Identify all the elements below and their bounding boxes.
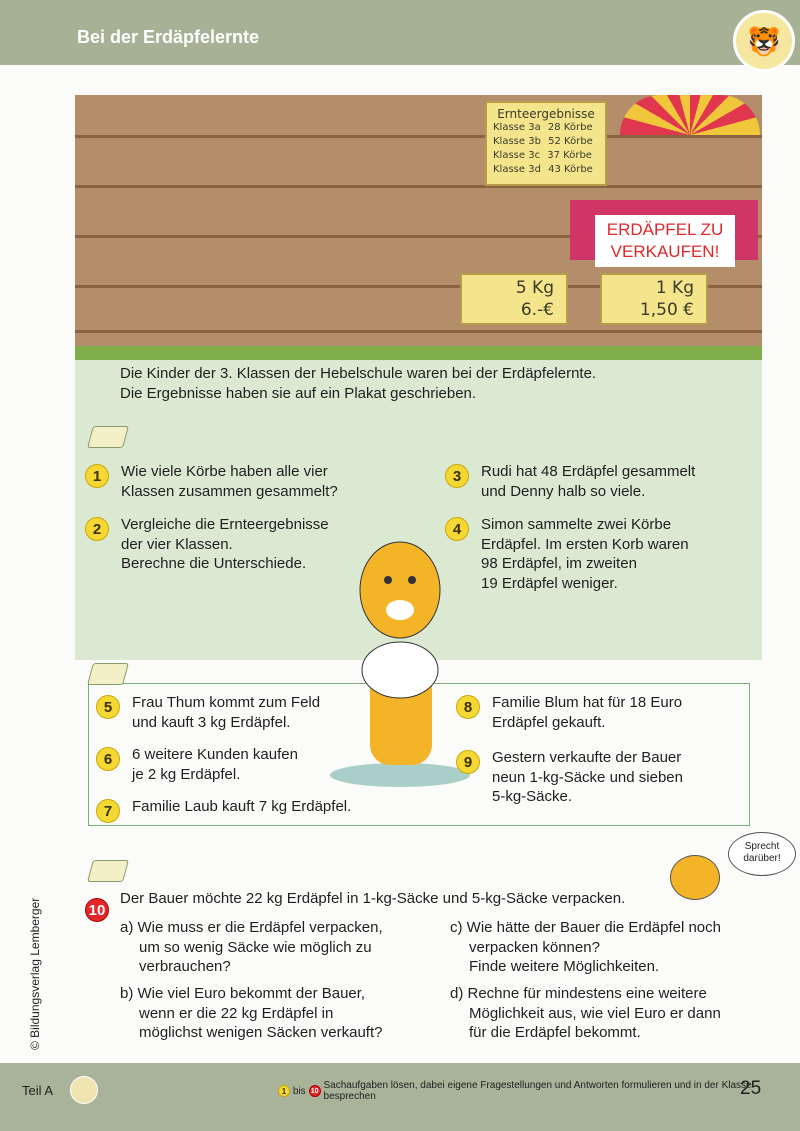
class-value: 37 Körbe xyxy=(547,150,592,161)
task-line: der vier Klassen. xyxy=(121,535,233,553)
footer-note-text: Sachaufgaben lösen, dabei eigene Fragestellungen und Antworten formulieren und in der Klasse besprechen xyxy=(323,1080,752,1102)
sale-sign: ERDÄPFEL ZU VERKAUFEN! xyxy=(595,215,735,267)
intro-line: Die Kinder der 3. Klassen der Hebelschule waren bei der Erdäpfelernte. xyxy=(120,365,597,382)
poster-title: Ernteergebnisse xyxy=(497,107,595,121)
task-text xyxy=(492,748,683,807)
footer-bis: bis xyxy=(292,1085,306,1097)
task-line: Simon sammelte zwei Körbe xyxy=(481,516,672,533)
part-line: um so wenig Säcke wie möglich zu xyxy=(139,938,372,956)
task-text xyxy=(492,693,682,732)
result-row xyxy=(493,149,599,163)
task-number-5: 5 xyxy=(96,695,120,719)
price-5kg-weight: 5 Kg xyxy=(515,278,554,298)
class-name: Klasse 3a xyxy=(493,122,541,133)
task10-part xyxy=(120,984,382,1043)
book-icon xyxy=(87,663,129,685)
task-line: Rudi hat 48 Erdäpfel gesammelt xyxy=(481,463,696,480)
part-line: d) Rechne für mindestens eine weitere xyxy=(450,985,707,1002)
book-icon xyxy=(87,860,129,882)
part-line: c) Wie hätte der Bauer die Erdäpfel noch xyxy=(450,919,721,936)
task-line: Erdäpfel. Im ersten Korb waren xyxy=(481,535,689,553)
class-value: 52 Körbe xyxy=(548,136,593,147)
part-line: a) Wie muss er die Erdäpfel verpacken, xyxy=(120,919,383,936)
task-number-1: 1 xyxy=(85,464,109,488)
task-text xyxy=(481,515,689,593)
tiger-face-icon xyxy=(670,855,720,900)
page-number: 25 xyxy=(740,1078,762,1099)
task-number-10: 10 xyxy=(85,898,109,922)
task-number-6: 6 xyxy=(96,747,120,771)
task-line: und kauft 3 kg Erdäpfel. xyxy=(132,713,291,731)
task-text xyxy=(121,462,338,501)
task-text xyxy=(132,693,320,732)
class-name: Klasse 3d xyxy=(493,164,541,175)
page-title: Bei der Erdäpfelernte xyxy=(77,27,260,47)
class-name: Klasse 3c xyxy=(493,150,541,161)
task-line: 98 Erdäpfel, im zweiten xyxy=(481,555,637,572)
task-line: neun 1-kg-Säcke und sieben xyxy=(492,768,683,786)
part-line: verpacken können? xyxy=(469,938,600,956)
task-text xyxy=(481,462,695,501)
results-poster xyxy=(485,101,607,186)
book-icon xyxy=(87,426,129,448)
tiger-footer-icon xyxy=(70,1076,98,1104)
task10-part xyxy=(450,918,721,977)
task10-part xyxy=(450,984,721,1043)
intro-text xyxy=(120,364,596,403)
part-line: b) Wie viel Euro bekommt der Bauer, xyxy=(120,985,366,1002)
class-name: Klasse 3b xyxy=(493,136,541,147)
tiger-badge-icon: 🐯 xyxy=(733,10,795,72)
task-line: 19 Erdäpfel weniger. xyxy=(481,574,618,592)
speech-bubble: Sprecht darüber! xyxy=(728,832,796,876)
part-line: Finde weitere Möglichkeiten. xyxy=(469,958,660,975)
harvest-illustration xyxy=(75,95,762,360)
price-1kg-price: 1,50 € xyxy=(639,300,694,320)
task-text xyxy=(132,745,298,784)
task-number-7: 7 xyxy=(96,799,120,823)
copyright: © Bildungsverlag Lemberger xyxy=(28,897,42,1050)
task-line: Berechne die Unterschiede. xyxy=(121,555,307,572)
task-line: Frau Thum kommt zum Feld xyxy=(132,694,321,711)
task-number-3: 3 xyxy=(445,464,469,488)
task-line: Erdäpfel gekauft. xyxy=(492,713,606,731)
task-line: Klassen zusammen gesammelt? xyxy=(121,482,338,500)
task-line: und Denny halb so viele. xyxy=(481,482,646,500)
task-line: Familie Blum hat für 18 Euro xyxy=(492,694,683,711)
price-1kg-weight: 1 Kg xyxy=(655,278,694,298)
task10-intro: Der Bauer möchte 22 kg Erdäpfel in 1-kg-Säcke und 5-kg-Säcke verpacken. xyxy=(120,890,626,907)
badge-to: 10 xyxy=(309,1085,321,1097)
task-line: Familie Laub kauft 7 kg Erdäpfel. xyxy=(132,798,352,815)
class-value: 43 Körbe xyxy=(548,164,593,175)
task-line: je 2 kg Erdäpfel. xyxy=(132,765,241,783)
price-5kg-price: 6.-€ xyxy=(520,300,554,320)
umbrella-icon xyxy=(620,95,760,135)
task-line: Gestern verkaufte der Bauer xyxy=(492,749,682,766)
task-text xyxy=(121,515,329,574)
intro-line: Die Ergebnisse haben sie auf ein Plakat geschrieben. xyxy=(120,384,477,402)
task-number-2: 2 xyxy=(85,517,109,541)
part-line: Möglichkeit aus, wie viel Euro er dann xyxy=(469,1004,721,1022)
result-row xyxy=(493,163,599,177)
part-line: möglichst wenigen Säcken verkauft? xyxy=(139,1024,383,1041)
task-line: Wie viele Körbe haben alle vier xyxy=(121,463,328,480)
footer-part: Teil A xyxy=(22,1083,54,1098)
class-value: 28 Körbe xyxy=(547,122,593,133)
task10-part xyxy=(120,918,383,977)
result-row xyxy=(493,135,599,149)
task-number-9: 9 xyxy=(456,750,480,774)
badge-from: 1 xyxy=(278,1085,290,1097)
task-line: Vergleiche die Ernteergebnisse xyxy=(121,516,329,533)
task-number-8: 8 xyxy=(456,695,480,719)
task-text xyxy=(132,797,351,817)
part-line: für die Erdäpfel bekommt. xyxy=(469,1024,641,1041)
part-line: wenn er die 22 kg Erdäpfel in xyxy=(139,1004,334,1022)
task-number-4: 4 xyxy=(445,517,469,541)
task-line: 6 weitere Kunden kaufen xyxy=(132,746,298,763)
footer-note xyxy=(278,1080,800,1102)
tiger-figure xyxy=(330,535,470,790)
result-row xyxy=(493,121,599,135)
task-line: 5-kg-Säcke. xyxy=(492,788,573,805)
part-line: verbrauchen? xyxy=(139,958,231,975)
